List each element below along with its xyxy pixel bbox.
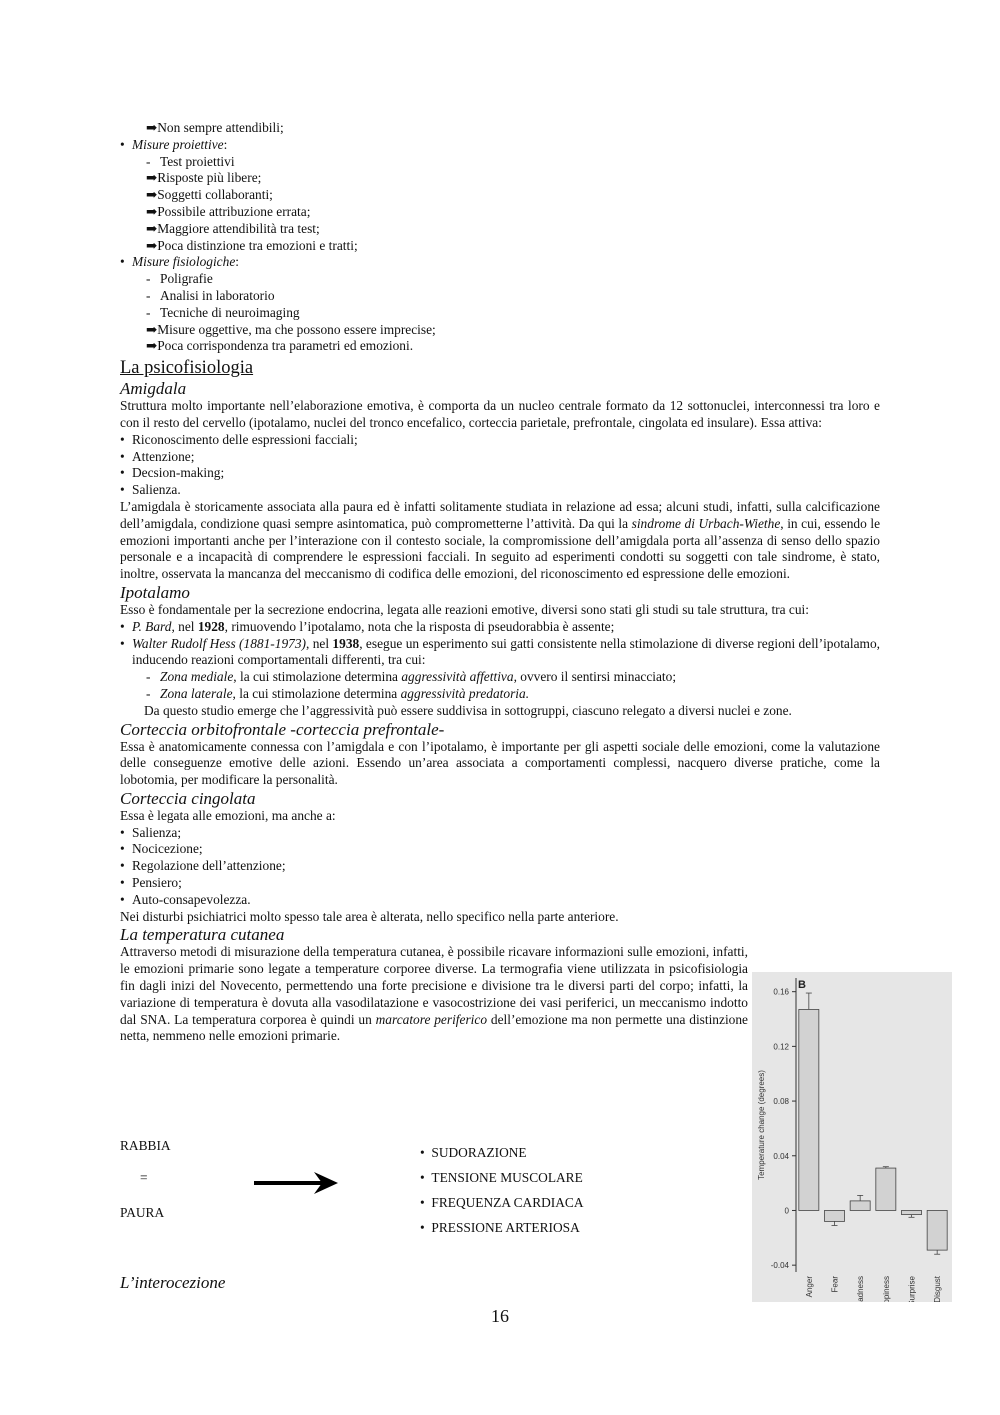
list-item: • FREQUENZA CARDIACA bbox=[420, 1195, 584, 1210]
list-item: • SUDORAZIONE bbox=[420, 1145, 527, 1160]
heading-amigdala: Amigdala bbox=[120, 379, 187, 399]
list-item: ➡Non sempre attendibili; bbox=[146, 120, 284, 135]
bar bbox=[901, 1210, 921, 1214]
bar bbox=[850, 1201, 870, 1211]
heading-cingolata: Corteccia cingolata bbox=[120, 788, 256, 808]
list-item: ➡Risposte più libere; bbox=[146, 170, 262, 186]
list-item: • Salienza; bbox=[120, 824, 182, 840]
chart-svg bbox=[752, 972, 952, 1302]
category-label: Fear bbox=[830, 1276, 840, 1293]
list-item: ➡Misure oggettive, ma che possono essere imprecise; bbox=[146, 321, 436, 337]
list-item: • Attenzione; bbox=[120, 448, 195, 464]
paragraph: Attraverso metodi di misurazione della temperatura cutanea, è possibile ricavare informazioni sulle emozioni, infatti, le emozioni primarie sono legate a temperature corporee diverse. La termografia viene utilizzata in psicofisiologia fin dagli inizi del Novecento, permettendo una forte precisione e divisione tra le diversi parti del corpo; infatti, la variazione di temperatura è dovuta alla vasodilatazione e vasocostrizione dei vasi periferici, un meccanismo indotto dal SNA. La temperatura corporea è quindi un marcatore periferico dell’emozione ma non permette una distinzione netta, nemmeno nelle emozioni primarie. bbox=[120, 944, 749, 1044]
paragraph: Da questo studio emerge che l’aggressività può essere suddivisa in sottogruppi, ciascuno relegato a diversi nuclei e zone. bbox=[144, 702, 792, 718]
section-title: La psicofisiologia bbox=[120, 358, 254, 379]
category-label: Surprise bbox=[907, 1276, 917, 1302]
list-item: • P. Bard, nel 1928, rimuovendo l’ipotalamo, nota che la risposta di pseudorabbia è assente; bbox=[120, 618, 615, 634]
diagram-equals: = bbox=[140, 1170, 148, 1185]
y-tick-label: 0.12 bbox=[773, 1042, 789, 1052]
paragraph: Esso è fondamentale per la secrezione endocrina, legata alle reazioni emotive, diversi sono stati gli studi su tale struttura, tra cui: bbox=[120, 601, 810, 617]
paragraph: Essa è anatomicamente connessa con l’amigdala e con l’ipotalamo, è importante per gli aspetti sociale delle emozioni, come la valutazione delle conseguenze emotive delle azioni. Essendo un’area associata a comportamenti complessi, nacquero diverse pratiche, come la lobotomia, per modificare la personalità. bbox=[120, 738, 880, 788]
list-item: • Salienza. bbox=[120, 482, 181, 498]
heading-temperatura: La temperatura cutanea bbox=[120, 925, 285, 945]
category-label: Disgust bbox=[933, 1276, 943, 1302]
temperature-bar-chart bbox=[752, 972, 952, 1302]
category-label: Sadness bbox=[856, 1276, 866, 1302]
y-tick-label: 0.08 bbox=[773, 1097, 789, 1107]
diagram-list bbox=[420, 1145, 584, 1245]
list-item: • PRESSIONE ARTERIOSA bbox=[420, 1220, 580, 1235]
page-number: 16 bbox=[491, 1306, 509, 1326]
paragraph: Essa è legata alle emozioni, ma anche a: bbox=[120, 807, 336, 823]
list-item: - Poligrafie bbox=[146, 271, 213, 287]
category-label: Anger bbox=[804, 1276, 814, 1298]
y-tick-label: -0.04 bbox=[770, 1261, 789, 1271]
list-item: - Zona mediale, la cui stimolazione determina aggressività affettiva, ovvero il sentirsi minacciato; bbox=[146, 669, 677, 685]
list-item: - Analisi in laboratorio bbox=[146, 287, 275, 303]
list-item: - Zona laterale, la cui stimolazione determina aggressività predatoria. bbox=[146, 685, 530, 701]
list-item: • Pensiero; bbox=[120, 875, 182, 891]
paragraph: L’amigdala è storicamente associata alla paura ed è infatti solitamente studiata in relazione ad essa; alcuni studi, infatti, sulla calcificazione dell’amigdala, condizione quasi sempre asintomatica, può comprometterne l’attività. Da qui la sindrome di Urbach-Wiethe, in cui, essendo le emozioni importanti anche per l’interazione con il contesto sociale, la compromissione dell’amigdala porta all’assenza di senso dello spazio personale e a incapacità di comprendere le espressioni facciali. In seguito ad esperimenti condotti su soggetti con tale sindrome, è stato, inoltre, osservata la mancanza del meccanismo di codifica delle emozioni, del riconoscimento ed espressione delle emozioni. bbox=[120, 498, 881, 582]
heading-interocezione: L’interocezione bbox=[120, 1273, 226, 1292]
bar bbox=[824, 1210, 844, 1221]
list-item: • Decsion-making; bbox=[120, 465, 225, 481]
list-item: • Regolazione dell’attenzione; bbox=[120, 858, 286, 874]
y-tick-label: 0.16 bbox=[773, 987, 789, 997]
diagram-label-bottom: PAURA bbox=[120, 1205, 165, 1220]
bar bbox=[927, 1210, 947, 1250]
bar bbox=[876, 1168, 896, 1210]
y-tick-label: 0 bbox=[784, 1206, 789, 1216]
paragraph: Nei disturbi psichiatrici molto spesso tale area è alterata, nello specifico nella parte anteriore. bbox=[120, 908, 619, 924]
y-tick-label: 0.04 bbox=[773, 1151, 789, 1161]
list-item: • Riconoscimento delle espressioni facciali; bbox=[120, 431, 358, 447]
right-arrow-icon bbox=[252, 1170, 342, 1196]
list-item: • TENSIONE MUSCOLARE bbox=[420, 1170, 583, 1185]
heading-orbitofrontale: Corteccia orbitofrontale -corteccia prefrontale- bbox=[120, 719, 445, 739]
diagram-label-top: RABBIA bbox=[120, 1138, 171, 1153]
list-item: ➡Maggiore attendibilità tra test; bbox=[146, 220, 320, 236]
list-item: ➡Poca corrispondenza tra parametri ed emozioni. bbox=[146, 338, 414, 354]
list-item: ➡Poca distinzione tra emozioni e tratti; bbox=[146, 237, 358, 253]
list-item: • Nocicezione; bbox=[120, 841, 203, 857]
y-axis-label: Temperature change (degrees) bbox=[757, 1070, 766, 1180]
list-item: ➡Soggetti collaboranti; bbox=[146, 187, 273, 203]
list-item: • Misure fisiologiche: bbox=[120, 254, 240, 270]
list-item: • Misure proiettive: bbox=[120, 136, 228, 152]
paragraph: Struttura molto importante nell’elaborazione emotiva, è comporta da un nucleo centrale formato da 12 sottonuclei, interconnessi tra loro e con il resto del cervello (ipotalamo, nuclei del tronco encefalico, corteccia parietale, prefrontale, cingolata ed insulare). Essa attiva: bbox=[120, 398, 880, 430]
category-label: Happiness bbox=[881, 1276, 891, 1302]
list-item: • Auto-consapevolezza. bbox=[120, 891, 251, 907]
list-item: - Test proiettivi bbox=[146, 153, 235, 169]
list-item: ➡Possibile attribuzione errata; bbox=[146, 203, 311, 219]
list-item: - Tecniche di neuroimaging bbox=[146, 304, 300, 320]
heading-ipotalamo: Ipotalamo bbox=[120, 582, 190, 602]
panel-label: B bbox=[798, 979, 806, 991]
list-item: • Walter Rudolf Hess (1881-1973), nel 1938, esegue un esperimento sui gatti consistente nella stimolazione di diverse regioni dell’ipotalamo, inducendo reazioni comportamentali differenti, tra cui: bbox=[120, 635, 880, 668]
document-body bbox=[120, 120, 880, 1045]
bar bbox=[799, 1009, 819, 1210]
